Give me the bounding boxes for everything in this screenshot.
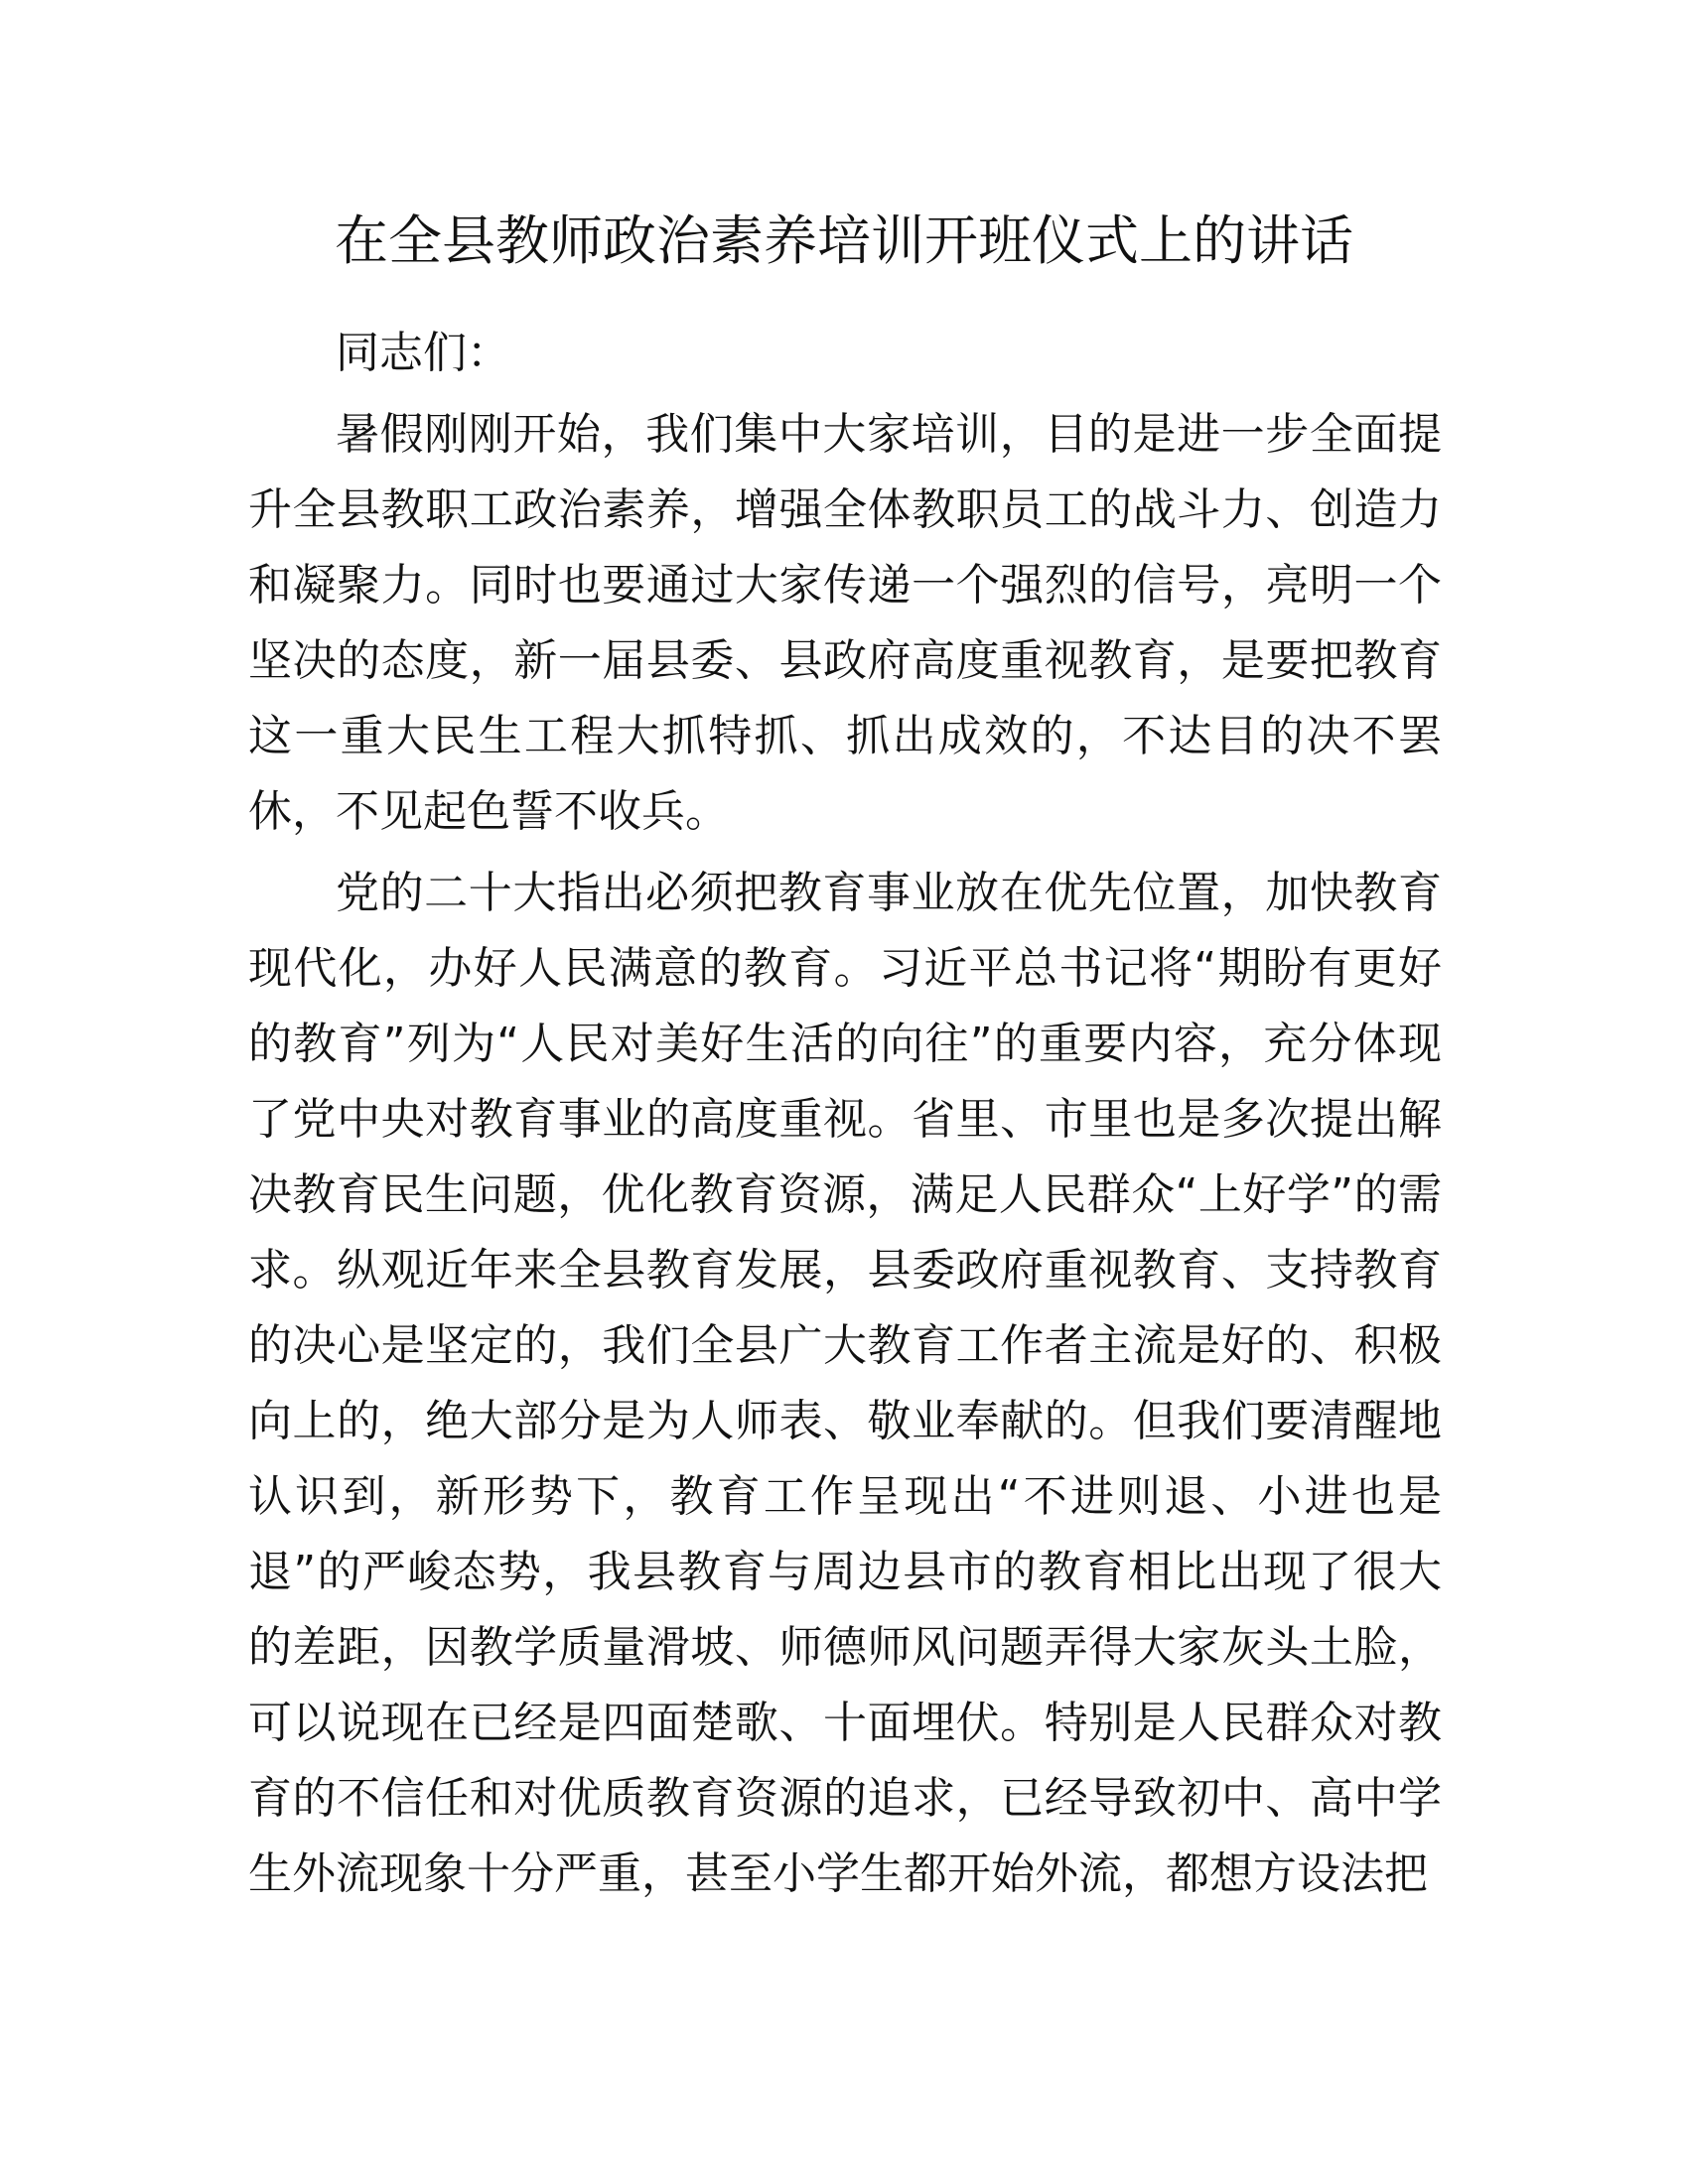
paragraph-2: 党的二十大指出必须把教育事业放在优先位置，加快教育现代化，办好人民满意的教育。习近平总书记将“期盼有更好的教育”列为“人民对美好生活的向往”的重要内容，充分体现了党中央对教育事业的高度重视。省里、市里也是多次提出解决教育民生问题，优化教育资源，满足人民群众“上好学”的需求。纵观近年来全县教育发展，县委政府重视教育、支持教育的决心是坚定的，我们全县广大教育工作者主流是好的、积极向上的，绝大部分是为人师表、敬业奉献的。但我们要清醒地认识到，新形势下，教育工作呈现出“不进则退、小进也是退”的严峻态势，我县教育与周边县市的教育相比出现了很大的差距，因教学质量滑坡、师德师风问题弄得大家灰头土脸，可以说现在已经是四面楚歌、十面埋伏。特别是人民群众对教育的不信任和对优质教育资源的追求，已经导致初中、高中学生外流现象十分严重，甚至小学生都开始外流，都想方设法把 — [248, 868, 1442, 1899]
document-body — [248, 316, 1442, 1918]
paragraph-1: 暑假刚刚开始，我们集中大家培训，目的是进一步全面提升全县教职工政治素养，增强全体教职员工的战斗力、创造力和凝聚力。同时也要通过大家传递一个强烈的信号，亮明一个坚决的态度，新一届县委、县政府高度重视教育，是要把教育这一重大民生工程大抓特抓、抓出成效的，不达目的决不罢休，不见起色誓不收兵。 — [248, 409, 1442, 837]
greeting-line: 同志们： — [336, 328, 510, 378]
document-title: 在全县教师政治素养培训开班仪式上的讲话 — [335, 209, 1353, 272]
